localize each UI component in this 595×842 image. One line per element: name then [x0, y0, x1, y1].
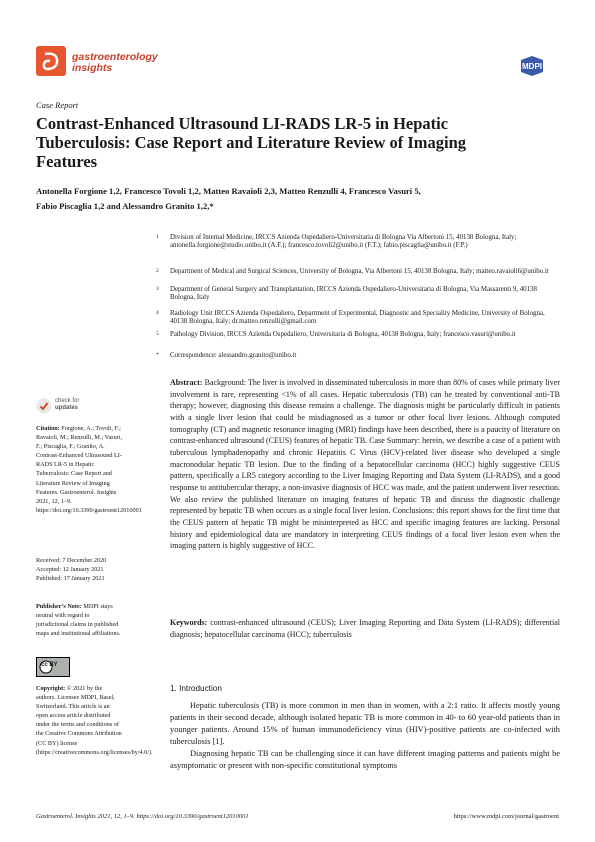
affiliation-text: Correspondence: alessandro.granito@unibo.it: [170, 352, 297, 359]
keywords-label: Keywords:: [170, 618, 208, 627]
affiliation-number: *: [156, 352, 159, 358]
section-heading-introduction: 1. Introduction: [170, 684, 222, 693]
abstract-label: Abstract:: [170, 378, 203, 387]
authors-line2: [36, 199, 476, 214]
copyright-block: [36, 684, 153, 757]
affiliation-2: [156, 268, 560, 276]
affiliation-text: Department of General Surgery and Transplantation, IRCCS Azienda Ospedaliero-Universitaria di Bologna, Via Massarenti 9, 40138 Bologna, Italy: [170, 286, 537, 302]
footer-citation[interactable]: Gastroenterol. Insights 2021, 12, 1–9. https://doi.org/10.3390/gastroent12010001: [36, 813, 249, 820]
introduction-paragraph-1: [170, 700, 560, 748]
authors-line1: [36, 184, 476, 199]
accepted-date: Accepted: 12 January 2021: [36, 566, 104, 574]
affiliation-number: 3: [156, 286, 159, 292]
authors-line1-text[interactable]: Antonella Forgione 1,2, Francesco Tovoli 1,2, Matteo Ravaioli 2,3, Matteo Renzulli 4, Francesco Vasuri 5,: [36, 186, 421, 196]
citation-label: Citation:: [36, 425, 60, 432]
affiliation-number: 2: [156, 268, 159, 274]
authors-line2-text[interactable]: Fabio Piscaglia 1,2 and Alessandro Granito 1,2,*: [36, 201, 214, 211]
affiliation-4: [156, 310, 560, 327]
affiliation-text: Department of Medical and Surgical Sciences, University of Bologna, Via Albertoni 15, 40138 Bologna, Italy; matteo.ravaioli6@unibo.it: [170, 268, 549, 275]
publisher-note: [36, 602, 122, 638]
affiliation-number: 5: [156, 331, 159, 337]
affiliation-text: Radiology Unit IRCCS Azienda Ospedaliero, Department of Experimental, Diagnostic and Speciality Medicine, University of Bologna, 40138 Bologna, Italy; dr.matteo.renzulli@gmail.com: [170, 310, 545, 326]
publisher-note-text: MDPI stays neutral with regard to jurisdictional claims in published maps and institutional affiliations.: [36, 603, 121, 638]
citation-text[interactable]: Forgione, A.; Tovoli, F.; Ravaioli, M.; Renzulli, M.; Vasuri, F.; Piscaglia, F.; Granito, A. Contrast-Enhanced Ultrasound LI-RADS LR-5 in Hepatic Tuberculosis: Case Report and Literature Review of Imaging Features. Gastroenterol. Insights 2021, 12, 1–9. https://doi.org/10.3390/gastroent12010001: [36, 425, 142, 514]
published-date: Published: 17 January 2021: [36, 575, 105, 583]
affiliation-3: [156, 286, 560, 303]
affiliation-5: [156, 331, 560, 339]
footer-journal-url[interactable]: https://www.mdpi.com/journal/gastroent: [453, 813, 559, 820]
affiliation-text: Pathology Division, IRCCS Azienda Ospedaliero, Universitaria di Bologna, 40138 Bologna, Italy; francesco.vasuri@unibo.it: [170, 331, 516, 338]
abstract: [170, 377, 560, 552]
author-list: [36, 184, 476, 214]
check-updates-line2: updates: [55, 405, 79, 411]
affiliation-text: Division of Internal Medicine, IRCCS Azienda Ospedaliero-Universitaria di Bologna Via Albertoni 15, 40138 Bologna, Italy; antonella.forgione@studio.unibo.it (A.F.); francesco.tovoli2@unibo.it (F.T.); fabio.piscaglia@unibo.it (F.P.): [170, 234, 517, 250]
dates-block: [36, 556, 122, 583]
cc-by-badge[interactable]: [36, 657, 70, 677]
affiliation-number: 4: [156, 310, 159, 316]
introduction-paragraph-2-text: Diagnosing hepatic TB can be challenging since it can have different imaging patterns and patients might be asymptomatic or present with non-specific constitutional symptoms: [170, 749, 560, 770]
keywords-text: contrast-enhanced ultrasound (CEUS); Liver Imaging Reporting and Data System (LI-RADS); differential diagnosis; hepatocellular carcinoma (HCC); tuberculosis: [170, 618, 561, 639]
copyright-label: Copyright:: [36, 685, 66, 692]
received-date: Received: 7 December 2020: [36, 557, 107, 564]
journal-name: [72, 52, 158, 74]
citation-block: [36, 424, 142, 515]
publisher-note-label: Publisher’s Note:: [36, 603, 82, 610]
keywords: [170, 617, 560, 640]
copyright-text[interactable]: © 2021 by the authors. Licensee MDPI, Basel, Switzerland. This article is an open access article distributed under the terms and conditions of the Creative Commons Attribution (CC BY) license (https://creativecommons.org/licenses/by/4.0/).: [36, 685, 153, 756]
journal-logo-icon: [36, 46, 66, 76]
affiliation-1: [156, 234, 560, 251]
affiliation-correspondence: [156, 352, 560, 360]
cc-by-badge-text: cc BY: [41, 662, 58, 668]
publisher-logo: [518, 56, 546, 81]
check-for-updates-button[interactable]: [36, 398, 96, 416]
article-title: Contrast-Enhanced Ultrasound LI-RADS LR-5 in Hepatic Tuberculosis: Case Report and Literature Review of Imaging Features: [36, 114, 467, 171]
affiliation-number: 1: [156, 234, 159, 240]
check-updates-line1: check for: [55, 398, 80, 404]
journal-name-line1: gastroenterology: [72, 51, 158, 63]
abstract-text: Background: The liver is involved in disseminated tuberculosis in more than 80% of cases while primary liver involvement is rare, representing <1% of all cases. Hepatic tuberculosis (TB) can be treated by conventional anti-TB therapy; however, diagnosing this disease remains a challenge. The diagnosis might be particularly difficult in patients with a single liver lesion that could be misdiagnosed as a tumor or other focal liver lesions. Although computed tomography (CT) and magnetic resonance imaging (MRI) findings have been described, there is a paucity of literature on contrast-enhanced ultrasound (CEUS) features of hepatic TB. Case Summary: herein, we describe a case of a patient with tuberculous lymphadenopathy and chronic Hepatitis C Virus (HCV)-related liver disease who developed a single macronodular hepatic TB lesion. Due to the finding of a hepatocellular carcinoma (HCC) highly suggestive CEUS pattern, specifically a LR5 category according to the Liver Imaging Reporting and Data System (LI-RADS), and a good response to antitubercular therapy, a non-invasive diagnosis of HCC was made, and the patient underwent liver resection. We also review the published literature on imaging features of hepatic TB and discuss the diagnostic challenge represented by hepatic TB when occurs as a single focal liver lesion. Conclusions: this report shows for the first time that the CEUS pattern of hepatic TB might be misinterpreted as HCC and specific imaging features are lacking. Personal history and epidemiological data are mandatory in interpreting CEUS findings of a focal liver lesion even when the imaging pattern is highly suggestive of HCC.: [170, 378, 560, 551]
article-type: Case Report: [36, 100, 79, 110]
publisher-name: MDPI: [522, 62, 542, 71]
journal-logo: [36, 46, 66, 81]
introduction-paragraph-1-text: Hepatic tuberculosis (TB) is more common in men than in women, with a 2:1 ratio. It affects mostly young patients in their second decade, although isolated hepatic TB is more common in 40- to 60 year-old patients than in younger patients. Around 15% of human immunodeficiency virus (HIV)-positive patients are co-infected with tuberculosis [1].: [170, 701, 560, 746]
check-updates-icon: [36, 398, 52, 414]
journal-name-line2: insights: [72, 62, 113, 74]
introduction-paragraph-2: [170, 748, 560, 772]
